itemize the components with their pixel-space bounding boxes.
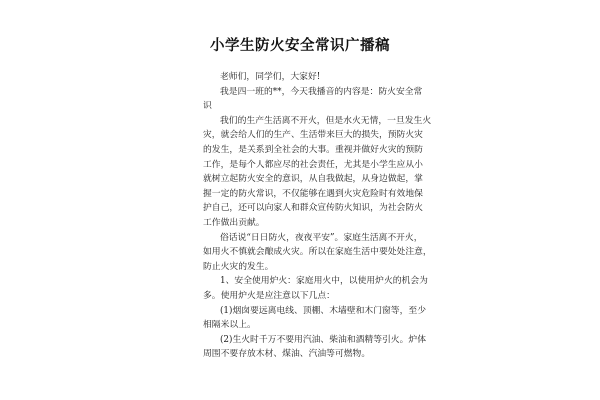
body-line: (1)烟囱要远离电线、顶棚、木墙壁和木门窗等，至少 <box>220 305 426 316</box>
document-body <box>203 70 432 362</box>
body-line: 就树立起防火安全的意识，从自我做起，从身边做起，掌 <box>203 174 423 185</box>
body-line: (2)生火时千万不要用汽油、柴油和酒精等引火。炉体 <box>220 334 426 345</box>
document-title: 小学生防火安全常识广播稿 <box>210 38 390 54</box>
body-line: 我是四一班的**，今天我播音的内容是：防火安全常 <box>220 86 423 97</box>
body-line: 如用火不慎就会酿成火灾。所以在家庭生活中要处处注意， <box>203 247 432 258</box>
body-line: 1、安全使用炉火：家庭用火中，以使用炉火的机会为 <box>220 276 428 287</box>
body-line: 防止火灾的发生。 <box>203 261 274 272</box>
body-line: 工作，是每个人都应尽的社会责任，尤其是小学生应从小 <box>203 159 423 170</box>
body-line: 握一定的防火常识，不仅能够在遇到火灾危险时有效地保 <box>203 188 423 199</box>
body-line: 识 <box>203 101 212 112</box>
body-line: 护自己，还可以向家人和群众宣传防火知识，为社会防火 <box>203 203 423 214</box>
body-line: 的发生，是关系到全社会的大事。重视并做好火灾的预防 <box>203 144 423 155</box>
body-line: 周围不要存放木材、煤油、汽油等可燃物。 <box>203 349 371 360</box>
body-line: 多。使用炉火是应注意以下几点： <box>203 290 335 301</box>
body-line: 我们的生产生活离不开火，但是水火无情，一旦发生火 <box>220 115 432 126</box>
body-line: 工作做出贡献。 <box>203 217 265 228</box>
body-line: 老师们，同学们，大家好! <box>220 72 321 82</box>
body-line: 灾，就会给人们的生产、生活带来巨大的损失，预防火灾 <box>203 130 423 141</box>
body-line: 俗话说“日日防火，夜夜平安”。家庭生活离不开火， <box>220 232 423 243</box>
body-line: 相隔米以上。 <box>203 320 256 331</box>
